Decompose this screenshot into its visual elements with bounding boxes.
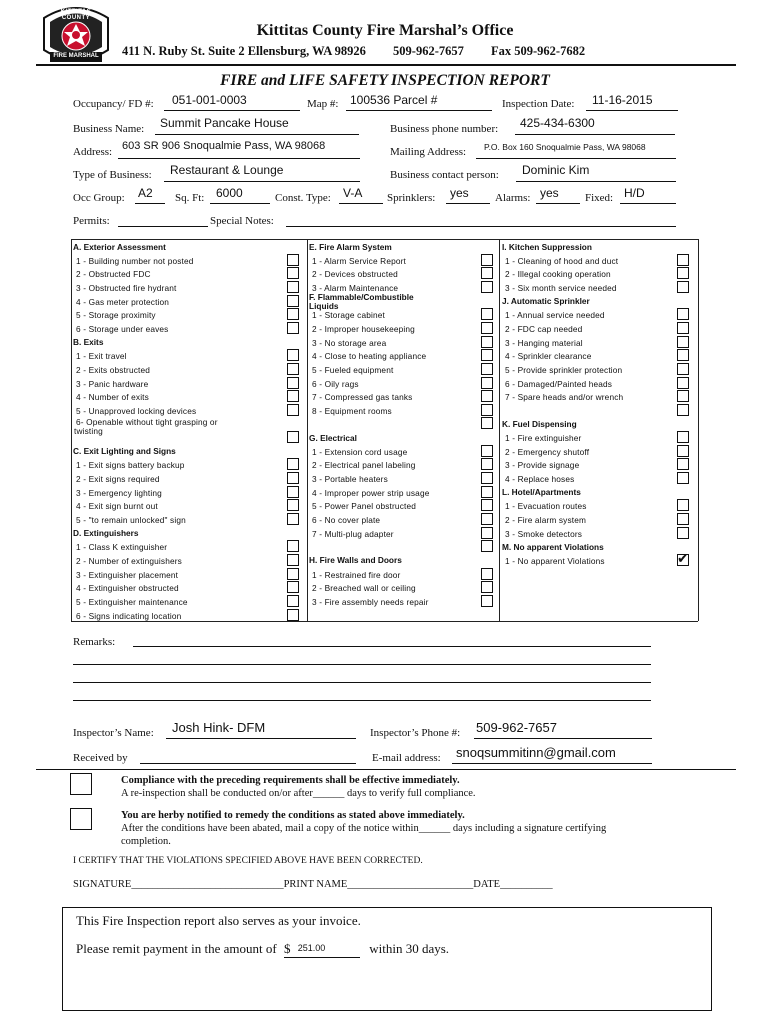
checklist-item-label: 5 - Extinguisher maintenance	[76, 596, 188, 607]
checklist-section-heading: G. Electrical	[309, 432, 357, 443]
business-type-field[interactable]: Restaurant & Lounge	[170, 163, 284, 177]
checklist-item-label: 3 - Extinguisher placement	[76, 569, 179, 580]
checklist-item-checkbox[interactable]	[677, 550, 689, 567]
logo-top-text: KITTITAS COUNTY	[60, 9, 92, 21]
checklist-item-checkbox[interactable]	[287, 308, 299, 320]
checklist-item-label: 1 - Restrained fire door	[312, 569, 401, 580]
checklist-item-checkbox[interactable]	[287, 595, 299, 607]
inspection-date-label: Inspection Date:	[502, 98, 575, 110]
checklist-item-checkbox[interactable]	[481, 445, 493, 457]
checklist-section-heading: M. No apparent Violations	[502, 541, 604, 552]
payment-pre-text: Please remit payment in the amount of	[76, 941, 277, 956]
checklist-item-label: 2 - FDC cap needed	[505, 323, 583, 334]
checklist-item-label: 5 - Fueled equipment	[312, 364, 394, 375]
checklist-item-checkbox[interactable]	[287, 390, 299, 402]
checklist-item-checkbox[interactable]	[481, 417, 493, 429]
checklist-item-label: 3 - Alarm Maintenance	[312, 282, 399, 293]
checklist-item-checkbox[interactable]	[481, 472, 493, 484]
fixed-field[interactable]: H/D	[624, 186, 645, 200]
checklist-right-border	[698, 239, 699, 621]
checklist-item-label: 4 - Close to heating appliance	[312, 351, 427, 362]
certify-statement: I CERTIFY THAT THE VIOLATIONS SPECIFIED ABOVE HAVE BEEN CORRECTED.	[73, 856, 423, 866]
mail-copy-text: After the conditions have been abated, mail a copy of the notice within______ days including a signature certifying	[121, 823, 607, 834]
checklist-section-heading: D. Extinguishers	[73, 528, 139, 539]
checklist-item-checkbox[interactable]	[677, 377, 689, 389]
checklist-item-label: 4 - Gas meter protection	[76, 296, 170, 307]
checklist-item-checkbox[interactable]	[481, 322, 493, 334]
inspector-phone-field[interactable]: 509-962-7657	[476, 720, 557, 735]
checklist-item-checkbox[interactable]	[677, 390, 689, 402]
checklist-item-label: 2 - Exits obstructed	[76, 364, 151, 375]
checklist-item-checkbox[interactable]	[677, 349, 689, 361]
compliance-immediate-heading: Compliance with the preceding requirements shall be effective immediately.	[121, 775, 460, 786]
checklist-item-checkbox[interactable]	[677, 308, 689, 320]
address-label: Address:	[73, 146, 113, 158]
checklist-item-checkbox[interactable]	[481, 458, 493, 470]
checklist-item-label: 6 - Oily rags	[312, 378, 359, 389]
received-by-label: Received by	[73, 752, 128, 764]
business-phone-field[interactable]: 425-434-6300	[520, 116, 595, 130]
checklist-item-label: 2 - Illegal cooking operation	[505, 269, 611, 280]
checklist-item-checkbox[interactable]	[287, 554, 299, 566]
checklist-item-checkbox[interactable]	[677, 267, 689, 279]
office-phone: 509-962-7657	[393, 44, 464, 58]
checklist-item-checkbox[interactable]	[481, 349, 493, 361]
logo-bottom-text: FIRE MARSHAL	[53, 53, 99, 59]
checklist-item-checkbox[interactable]	[481, 377, 493, 389]
checklist-item-checkbox[interactable]	[481, 581, 493, 593]
checklist-item-checkbox[interactable]	[677, 281, 689, 293]
checklist-item-checkbox[interactable]	[287, 568, 299, 580]
checklist-item-label: 4 - Sprinkler clearance	[505, 351, 592, 362]
checklist-item-label: 2 - Obstructed FDC	[76, 269, 151, 280]
checklist-item-label: 3 - Portable heaters	[312, 474, 388, 485]
inspector-name-field[interactable]: Josh Hink- DFM	[172, 720, 266, 735]
received-by-line[interactable]	[140, 763, 356, 764]
checklist-item-checkbox[interactable]	[287, 295, 299, 307]
inspector-phone-label: Inspector’s Phone #:	[370, 727, 461, 739]
checklist-item-checkbox[interactable]	[287, 349, 299, 361]
checklist-item-checkbox[interactable]	[677, 472, 689, 484]
checklist-item-checkbox[interactable]	[677, 404, 689, 416]
checklist-item-checkbox[interactable]	[677, 363, 689, 375]
checklist-item-checkbox[interactable]	[677, 458, 689, 470]
checklist-item-label: 7 - Compressed gas tanks	[312, 392, 413, 403]
checklist-item-checkbox[interactable]	[677, 336, 689, 348]
checklist-item-checkbox[interactable]	[677, 431, 689, 443]
checklist-item-checkbox[interactable]	[677, 322, 689, 334]
payment-line	[76, 941, 449, 958]
const-type-field[interactable]: V-A	[343, 186, 363, 200]
checklist-item-label: 1 - Fire extinguisher	[505, 433, 582, 444]
occupancy-field[interactable]: 051-001-0003	[172, 93, 247, 107]
checklist-item-label: 1 - Building number not posted	[76, 255, 194, 266]
checklist-item-label: 6- Openable without tight grasping or	[76, 417, 218, 428]
checklist-item-checkbox[interactable]	[481, 595, 493, 607]
checklist-section-heading: Liquids	[309, 300, 339, 311]
checklist-item-checkbox[interactable]	[287, 513, 299, 525]
signature-line[interactable]: SIGNATURE_____________________________PRINT NAME________________________DATE__________	[73, 879, 553, 890]
checklist-section-heading: J. Automatic Sprinkler	[502, 296, 590, 307]
checklist-section-heading: E. Fire Alarm System	[309, 241, 392, 252]
checklist-item-label: 3 - Fire assembly needs repair	[312, 596, 429, 607]
office-name: Kittitas County Fire Marshal’s Office	[256, 22, 514, 39]
checkmark-icon: ✔	[677, 550, 689, 567]
checklist-item-label: 3 - Provide signage	[505, 460, 580, 471]
checklist-item-label: 2 - Emergency shutoff	[505, 446, 590, 457]
checklist-item-label: 6 - No cover plate	[312, 515, 381, 525]
email-label: E-mail address:	[372, 752, 441, 764]
business-phone-label: Business phone number:	[390, 123, 499, 135]
checklist-item-checkbox[interactable]	[287, 377, 299, 389]
checklist-item-label: 4 - Replace hoses	[505, 474, 575, 485]
report-title: FIRE and LIFE SAFETY INSPECTION REPORT	[220, 72, 550, 89]
checklist-section-heading: K. Fuel Dispensing	[502, 418, 577, 429]
checklist-item-checkbox[interactable]	[481, 363, 493, 375]
checklist-item-label: 7 - Multi-plug adapter	[312, 528, 394, 539]
checklist-section-heading: I. Kitchen Suppression	[502, 241, 592, 252]
checklist-item-label: 3 - Emergency lighting	[76, 487, 162, 498]
checklist-item-label: 6 - Signs indicating location	[76, 610, 182, 621]
reinspection-text: A re-inspection shall be conducted on/or after______ days to verify full compliance.	[121, 788, 476, 799]
checklist-item-checkbox[interactable]	[287, 267, 299, 279]
checklist-item-checkbox[interactable]	[481, 281, 493, 293]
alarms-label: Alarms:	[495, 192, 531, 204]
checklist-item-checkbox[interactable]	[481, 499, 493, 511]
checklist-item-label: 2 - Improper housekeeping	[312, 323, 415, 334]
checklist-item-checkbox[interactable]	[287, 540, 299, 552]
checklist-left-border	[71, 239, 72, 621]
remarks-line-4[interactable]	[73, 700, 651, 701]
checklist-item-checkbox[interactable]	[481, 568, 493, 580]
remarks-line-2[interactable]	[73, 664, 651, 665]
checklist-item-label: 6 - Storage under eaves	[76, 323, 169, 334]
payment-amount: 251.00	[297, 943, 326, 953]
office-address: 411 N. Ruby St. Suite 2 Ellensburg, WA 98926	[122, 44, 366, 58]
checklist-item-checkbox[interactable]	[287, 254, 299, 266]
occupancy-label: Occupancy/ FD #:	[73, 98, 154, 110]
checklist-item-label: 4 - Improper power strip usage	[312, 487, 430, 498]
checklist-bottom-border	[71, 621, 698, 622]
checklist-section-heading: F. Flammable/Combustible	[309, 291, 414, 302]
checklist-item-checkbox[interactable]	[677, 527, 689, 539]
checklist-item-label: 1 - Exit signs battery backup	[76, 460, 185, 471]
remarks-label: Remarks:	[73, 636, 116, 648]
checklist-item-label: 3 - Six month service needed	[505, 282, 617, 293]
const-type-label: Const. Type:	[275, 192, 331, 204]
map-label: Map #:	[307, 98, 339, 110]
checklist-item-label: 8 - Equipment rooms	[312, 405, 392, 416]
business-name-field[interactable]: Summit Pancake House	[160, 116, 289, 130]
checklist-item-checkbox[interactable]	[677, 254, 689, 266]
remarks-line-1[interactable]	[133, 646, 651, 647]
payment-amount-field[interactable]	[284, 941, 360, 958]
checklist-item-label: 2 - Number of extinguishers	[76, 555, 182, 566]
checklist-item-label: 5 - "to remain unlocked" sign	[76, 515, 186, 525]
checklist-item-checkbox[interactable]	[287, 363, 299, 375]
checklist-item-checkbox[interactable]	[287, 404, 299, 416]
checklist-item-label: 1 - No apparent Violations	[505, 555, 605, 566]
occ-group-field[interactable]: A2	[138, 186, 153, 200]
checklist-item-checkbox[interactable]	[287, 322, 299, 334]
checklist-item-label: 2 - Fire alarm system	[505, 515, 587, 525]
remarks-line-3[interactable]	[73, 682, 651, 683]
checklist-item-checkbox[interactable]	[481, 527, 493, 539]
checklist-item-checkbox[interactable]	[481, 540, 493, 552]
remedy-notice-checkbox[interactable]	[70, 808, 92, 830]
checklist-item-label: 1 - Annual service needed	[505, 310, 605, 321]
map-field[interactable]: 100536 Parcel #	[350, 93, 438, 107]
checklist-item-checkbox[interactable]	[287, 486, 299, 498]
inspector-phone-line	[474, 738, 652, 739]
checklist-section-heading: L. Hotel/Apartments	[502, 487, 581, 498]
checklist-section-heading: C. Exit Lighting and Signs	[73, 446, 176, 457]
inspection-date-field[interactable]: 11-16-2015	[592, 93, 653, 107]
checklist-item-label: 6 - Damaged/Painted heads	[505, 378, 613, 389]
checklist-item-checkbox[interactable]	[287, 472, 299, 484]
checklist-item-label: 5 - Storage proximity	[76, 310, 156, 321]
checklist-section-heading: B. Exits	[73, 337, 104, 348]
checklist-item-label: 2 - Breached wall or ceiling	[312, 583, 416, 594]
checklist-item-checkbox[interactable]	[481, 486, 493, 498]
fixed-label: Fixed:	[585, 192, 614, 204]
checklist-item-label: 7 - Spare heads and/or wrench	[505, 392, 624, 403]
inspector-name-line	[166, 738, 356, 739]
business-name-label: Business Name:	[73, 123, 145, 135]
email-field[interactable]: snoqsummitinn@gmail.com	[456, 745, 616, 760]
checklist-item-checkbox[interactable]	[481, 336, 493, 348]
checklist-item-label: 1 - Extension cord usage	[312, 446, 408, 457]
checklist-section-heading: A. Exterior Assessment	[73, 241, 166, 252]
checklist-item-label: 1 - Alarm Service Report	[312, 255, 406, 266]
sprinklers-label: Sprinklers:	[387, 192, 436, 204]
occ-group-label: Occ Group:	[73, 192, 125, 204]
checklist-item-checkbox[interactable]	[481, 254, 493, 266]
permits-label: Permits:	[73, 215, 110, 227]
checklist-item-label: 3 - Smoke detectors	[505, 528, 583, 539]
office-fax: Fax 509-962-7682	[491, 44, 586, 58]
sprinklers-field[interactable]: yes	[450, 186, 469, 200]
business-type-label: Type of Business:	[73, 169, 152, 181]
address-field[interactable]: 603 SR 906 Snoqualmie Pass, WA 98068	[122, 140, 326, 152]
checklist-item-label: 5 - Power Panel obstructed	[312, 501, 416, 512]
checklist-column-divider	[307, 239, 308, 621]
compliance-immediate-checkbox[interactable]	[70, 773, 92, 795]
checklist-item-label: 3 - Obstructed fire hydrant	[76, 282, 177, 293]
checklist-item-checkbox[interactable]	[481, 267, 493, 279]
checklist-item-checkbox[interactable]	[287, 458, 299, 470]
alarms-field[interactable]: yes	[540, 186, 559, 200]
checklist-item-label: 2 - Electrical panel labeling	[312, 460, 416, 471]
invoice-statement: This Fire Inspection report also serves as your invoice.	[76, 913, 361, 928]
dollar-sign: $	[283, 941, 291, 956]
checklist-item-checkbox[interactable]	[677, 445, 689, 457]
payment-post-text: within 30 days.	[369, 941, 450, 956]
checklist-item-label: 2 - Exit signs required	[76, 474, 160, 485]
contact-person-field[interactable]: Dominic Kim	[522, 163, 590, 177]
checklist-item-checkbox[interactable]	[677, 499, 689, 511]
checklist-item-label: 2 - Devices obstructed	[312, 269, 398, 280]
checklist-item-label: 3 - Panic hardware	[76, 378, 149, 389]
checklist-item-label: twisting	[74, 426, 103, 437]
checklist-item-label: 4 - Extinguisher obstructed	[76, 583, 179, 594]
checklist-item-checkbox[interactable]	[287, 609, 299, 621]
checklist-item-checkbox[interactable]	[677, 513, 689, 525]
sqft-field[interactable]: 6000	[216, 186, 243, 200]
checklist-item-label: 1 - Class K extinguisher	[76, 542, 168, 553]
special-notes-label: Special Notes:	[210, 215, 274, 227]
checklist-item-label: 4 - Number of exits	[76, 392, 149, 403]
checklist-top-border	[71, 239, 698, 240]
checklist-item-checkbox[interactable]	[481, 308, 493, 320]
checklist-item-checkbox[interactable]	[481, 513, 493, 525]
mailing-address-field[interactable]: P.O. Box 160 Snoqualmie Pass, WA 98068	[484, 142, 646, 152]
checklist-item-label: 1 - Exit travel	[76, 351, 127, 362]
mailing-address-label: Mailing Address:	[390, 146, 467, 158]
completion-text: completion.	[121, 836, 171, 847]
remedy-notice-heading: You are herby notified to remedy the conditions as stated above immediately.	[121, 810, 465, 821]
checklist-item-checkbox[interactable]	[287, 499, 299, 511]
checklist-item-label: 3 - No storage area	[312, 337, 387, 348]
checklist-item-label: 4 - Exit sign burnt out	[76, 501, 158, 512]
email-line	[452, 763, 652, 764]
checklist-item-checkbox[interactable]	[287, 581, 299, 593]
checklist-item-checkbox[interactable]	[287, 281, 299, 293]
checklist-column-divider	[499, 239, 500, 621]
checklist-item-label: 5 - Unapproved locking devices	[76, 405, 197, 416]
checklist-item-label: 1 - Storage cabinet	[312, 310, 385, 321]
checklist-item-label: 3 - Hanging material	[505, 337, 583, 348]
checklist-item-checkbox[interactable]	[287, 431, 299, 443]
checklist-item-label: 1 - Cleaning of hood and duct	[505, 255, 619, 266]
sqft-label: Sq. Ft:	[175, 192, 205, 204]
checklist-section-heading: H. Fire Walls and Doors	[309, 555, 402, 566]
compliance-divider	[36, 769, 736, 770]
checklist-item-label: 5 - Provide sprinkler protection	[505, 364, 623, 375]
checklist-item-checkbox[interactable]	[481, 404, 493, 416]
checklist-item-checkbox[interactable]	[481, 390, 493, 402]
contact-person-label: Business contact person:	[390, 169, 499, 181]
checklist-item-label: 1 - Evacuation routes	[505, 501, 587, 512]
inspector-name-label: Inspector’s Name:	[73, 727, 154, 739]
